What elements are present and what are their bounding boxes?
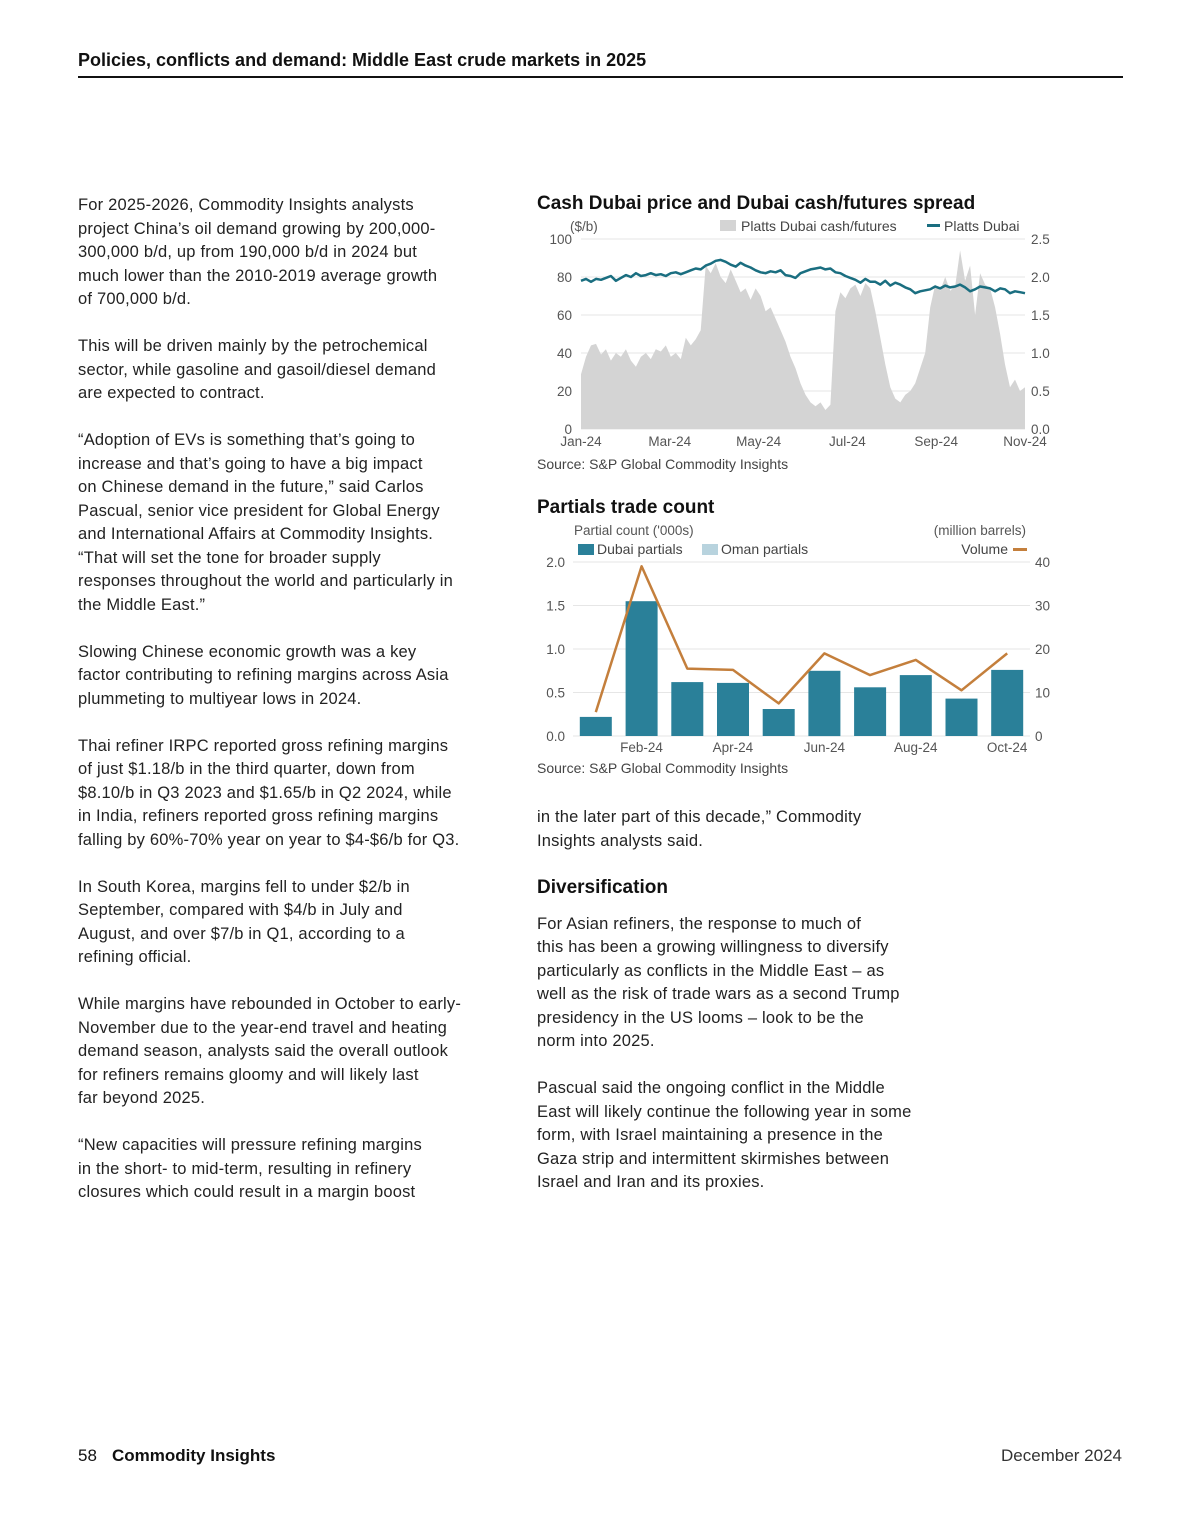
bar-dubai-partials [808,671,840,736]
chart-dubai-price [530,214,1050,476]
legend-label-oman-partials: Oman partials [721,541,809,557]
section-heading-diversification: Diversification [537,876,668,898]
paragraph: Thai refiner IRPC reported gross refining margins of just $1.18/b in the third quarter, down from $8.10/b in Q3 2023 and $1.65/b in Q2 2024, while in India, refiners reported gross refining margins falling by 60%-70% year on year to $4-$6/b for Q3. [78,736,460,849]
paragraph-continuation: in the later part of this decade,” Commodity Insights analysts said. [537,808,862,850]
x-tick: Oct-24 [986,740,1028,755]
right-column [537,806,977,1218]
bar-dubai-partials [854,687,886,736]
y-tick-right: 0.5 [1031,384,1050,399]
paragraph: In South Korea, margins fell to under $2/b in September, compared with $4/b in July and August, and over $7/b in Q1, according to a refining official. [78,877,410,966]
paragraph: For Asian refiners, the response to much of this has been a growing willingness to diversify particularly as conflicts in the Middle East – as well as the risk of trade wars as a second Trump presidency in the US looms – look to be the norm into 2025. [537,914,900,1050]
legend-label-dubai: Platts Dubai [944,218,1020,234]
y-tick-left: 40 [556,346,572,361]
x-tick: Jul-24 [829,434,866,449]
y-tick-left: 20 [556,384,572,399]
legend-swatch-cash-futures [720,220,736,231]
chart-partials-trade-count [530,518,1050,780]
y-tick-right: 2.5 [1031,232,1050,247]
legend-swatch-volume [1013,548,1027,551]
y-tick-right: 0 [1035,729,1043,744]
paragraph: Slowing Chinese economic growth was a key factor contributing to refining margins across Asia plummeting to multiyear lows in 2024. [78,642,449,708]
paragraph: Pascual said the ongoing conflict in the Middle East will likely continue the following year in some form, with Israel maintaining a presence in the Gaza strip and intermittent skirmishes between Israel and Iran and its proxies. [537,1079,912,1191]
legend-label-cash-futures: Platts Dubai cash/futures [741,218,897,234]
x-tick: Jan-24 [560,434,602,449]
footer-date: December 2024 [1001,1446,1122,1465]
y-tick-left: 2.0 [546,555,565,570]
bar-dubai-partials [626,601,658,736]
legend-swatch-oman-partials [702,544,718,555]
y-tick-left: 1.0 [546,642,565,657]
x-tick: Feb-24 [620,740,663,755]
y-axis-label: ($/b) [570,219,598,234]
paragraph: “New capacities will pressure refining margins in the short- to mid-term, resulting in refinery closures which could result in a margin boost [78,1136,422,1201]
y-tick-right: 1.5 [1031,308,1050,323]
bar-dubai-partials [900,675,932,736]
paragraph: This will be driven mainly by the petrochemical sector, while gasoline and gasoil/diesel demand are expected to contract. [78,337,436,402]
y-tick-right: 20 [1035,642,1050,657]
y-tick-left: 80 [556,270,572,285]
page-number: 58 [78,1446,97,1465]
left-column [78,194,513,1228]
legend-label-dubai-partials: Dubai partials [597,541,683,557]
bar-dubai-partials [946,699,978,736]
bar-dubai-partials [671,682,703,736]
x-tick: Mar-24 [648,434,692,449]
chart-title-dubai-price: Cash Dubai price and Dubai cash/futures spread [537,193,976,214]
chart-legend [578,541,1027,557]
bar-dubai-partials [991,670,1023,736]
legend-label-volume: Volume [961,541,1008,557]
y-tick-right: 2.0 [1031,270,1050,285]
y-tick-left: 100 [549,232,572,247]
y-tick-left: 1.5 [546,598,565,614]
y-tick-left: 0.0 [546,729,565,744]
paragraph: “Adoption of EVs is something that’s going to increase and that’s going to have a big impact on Chinese demand in the future,” said Carlos Pascual, senior vice president for Global Energy and International Affairs at Commodity Insights. “That will set the tone for broader supply responses throughout the world and particularly in the Middle East.” [78,431,454,614]
y-tick-right: 0.0 [1031,422,1050,437]
y-tick-right: 1.0 [1031,346,1050,361]
x-tick: Nov-24 [1003,434,1047,449]
x-tick: May-24 [736,434,782,449]
chart-legend [720,218,1019,234]
chart-source: Source: S&P Global Commodity Insights [537,456,789,472]
y-tick-right: 30 [1035,598,1050,614]
legend-swatch-dubai [927,224,940,227]
x-tick: Sep-24 [914,434,958,449]
paragraph: For 2025-2026, Commodity Insights analysts project China’s oil demand growing by 200,000- 300,000 b/d, up from 190,000 b/d in 2024 but much lower than the 2010-2019 average growth of 700,000 b/d. [78,196,438,308]
bar-dubai-partials [763,709,795,736]
y-axis-left-label: Partial count ('000s) [574,523,694,538]
y-tick-left: 60 [556,308,572,323]
header-divider [78,76,1123,78]
chart-title-partials: Partials trade count [537,497,715,518]
y-tick-left: 0 [564,422,572,437]
bar-dubai-partials [580,717,612,736]
paragraph: While margins have rebounded in October to early- November due to the year-end travel and heating demand season, analysts said the overall outlook for refiners remains gloomy and will likely last far beyond 2025. [78,995,462,1107]
footer-brand: Commodity Insights [112,1446,276,1465]
page-header-title: Policies, conflicts and demand: Middle East crude markets in 2025 [78,50,647,70]
y-tick-right: 10 [1035,685,1050,701]
bar-dubai-partials [717,683,749,736]
y-tick-left: 0.5 [546,685,565,701]
chart-source: Source: S&P Global Commodity Insights [537,760,789,776]
x-tick: Jun-24 [803,740,845,755]
x-tick: Apr-24 [712,740,754,755]
y-axis-right-label: (million barrels) [933,523,1026,538]
x-tick: Aug-24 [893,740,938,755]
legend-swatch-dubai-partials [578,544,594,555]
y-tick-right: 40 [1035,555,1050,570]
